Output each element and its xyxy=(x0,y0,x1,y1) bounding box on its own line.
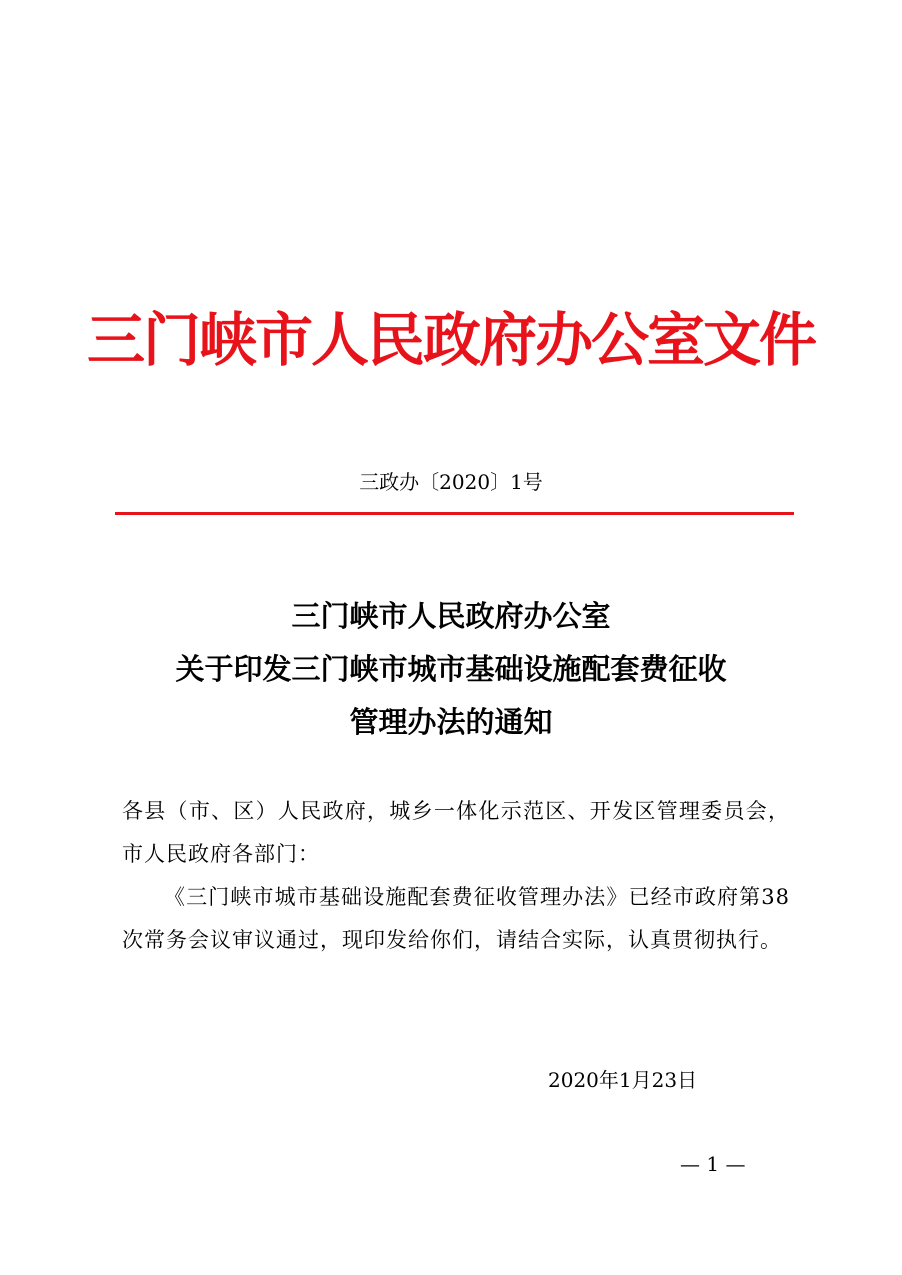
page-number: — 1 — xyxy=(680,1152,746,1176)
notice-title-line-3: 管理办法的通知 xyxy=(349,705,553,739)
addressees: 各县（市、区）人民政府，城乡一体化示范区、开发区管理委员会，市人民政府各部门： xyxy=(122,799,790,866)
issue-date: 2020年1月23日 xyxy=(548,1068,698,1092)
notice-title xyxy=(0,590,902,749)
masthead-title: 三门峡市人民政府办公室文件 xyxy=(86,306,815,374)
document-number: 三政办〔2020〕1号 xyxy=(359,470,543,494)
notice-body xyxy=(122,790,790,962)
notice-title-line-1: 三门峡市人民政府办公室 xyxy=(291,599,611,633)
body-paragraph: 《三门峡市城市基础设施配套费征收管理办法》已经市政府第38次常务会议审议通过，现印发给你们，请结合实际，认真贯彻执行。 xyxy=(122,885,790,952)
red-separator-line xyxy=(115,512,794,515)
notice-title-line-2: 关于印发三门峡市城市基础设施配套费征收 xyxy=(175,652,727,686)
